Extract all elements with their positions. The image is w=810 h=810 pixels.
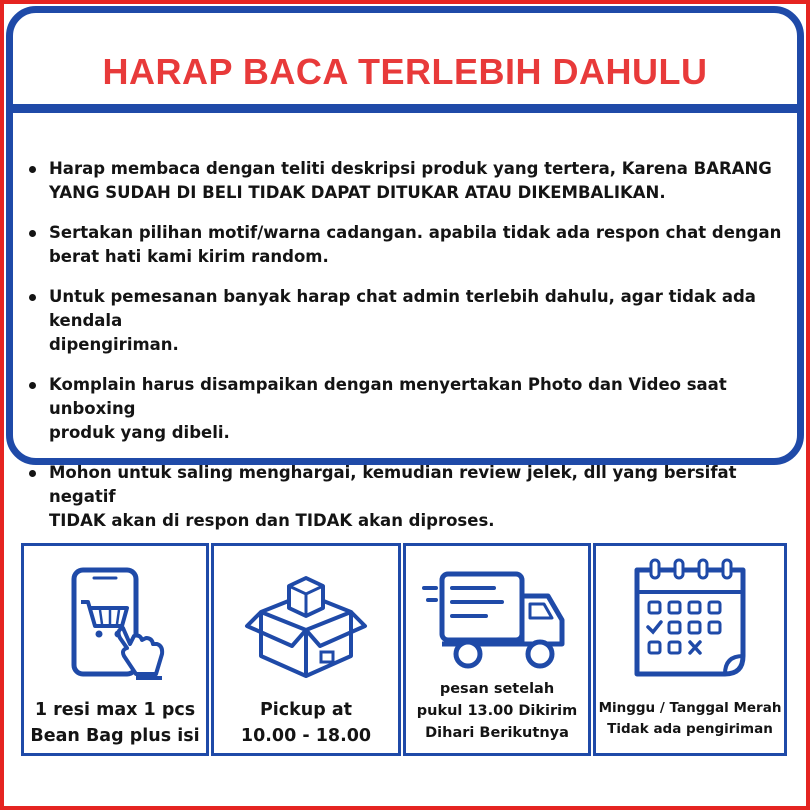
notice-item: Mohon untuk saling menghargai, kemudian review jelek, dll yang bersifat negatif TIDAK akan di respon dan TIDAK akan diproses.: [29, 461, 801, 533]
notice-item: Komplain harus disampaikan dengan menyertakan Photo dan Video saat unboxing produk yang dibeli.: [29, 373, 801, 445]
bullet-icon: [29, 294, 36, 301]
notice-panel: [6, 6, 804, 530]
bullet-icon: [29, 230, 36, 237]
card-order-limit-label: 1 resi max 1 pcs Bean Bag plus isi: [30, 700, 200, 746]
card-order-limit: [21, 543, 209, 756]
card-shipping-cutoff: [403, 543, 591, 756]
info-cards: [21, 543, 787, 756]
notice-item: Harap membaca dengan teliti deskripsi produk yang tertera, Karena BARANG YANG SUDAH DI BELI TIDAK DAPAT DITUKAR ATAU DIKEMBALIKAN.: [29, 157, 801, 205]
notice-list: [29, 157, 801, 549]
bullet-icon: [29, 166, 36, 173]
card-pickup-hours-label: Pickup at 10.00 - 18.00: [240, 700, 372, 746]
notice-title: HARAP BACA TERLEBIH DAHULU: [102, 51, 708, 92]
card-pickup-hours: [211, 543, 401, 756]
delivery-truck-icon: [422, 566, 572, 676]
bullet-icon: [29, 382, 36, 389]
notice-item: Sertakan pilihan motif/warna cadangan. apabila tidak ada respon chat dengan berat hati kami kirim random.: [29, 221, 801, 269]
card-shipping-cutoff-label: pesan setelah pukul 13.00 Dikirim Dihari Berikutnya: [416, 681, 578, 741]
bullet-icon: [29, 470, 36, 477]
card-no-delivery-days: [593, 543, 787, 756]
notice-divider: [13, 104, 797, 113]
notice-item: Untuk pemesanan banyak harap chat admin terlebih dahulu, agar tidak ada kendala dipengiriman.: [29, 285, 801, 357]
phone-shopping-cart-icon: [50, 564, 180, 684]
card-no-delivery-days-label: Minggu / Tanggal Merah Tidak ada pengiriman: [598, 700, 782, 737]
package-box-icon: [241, 564, 371, 684]
calendar-icon: [625, 556, 755, 686]
